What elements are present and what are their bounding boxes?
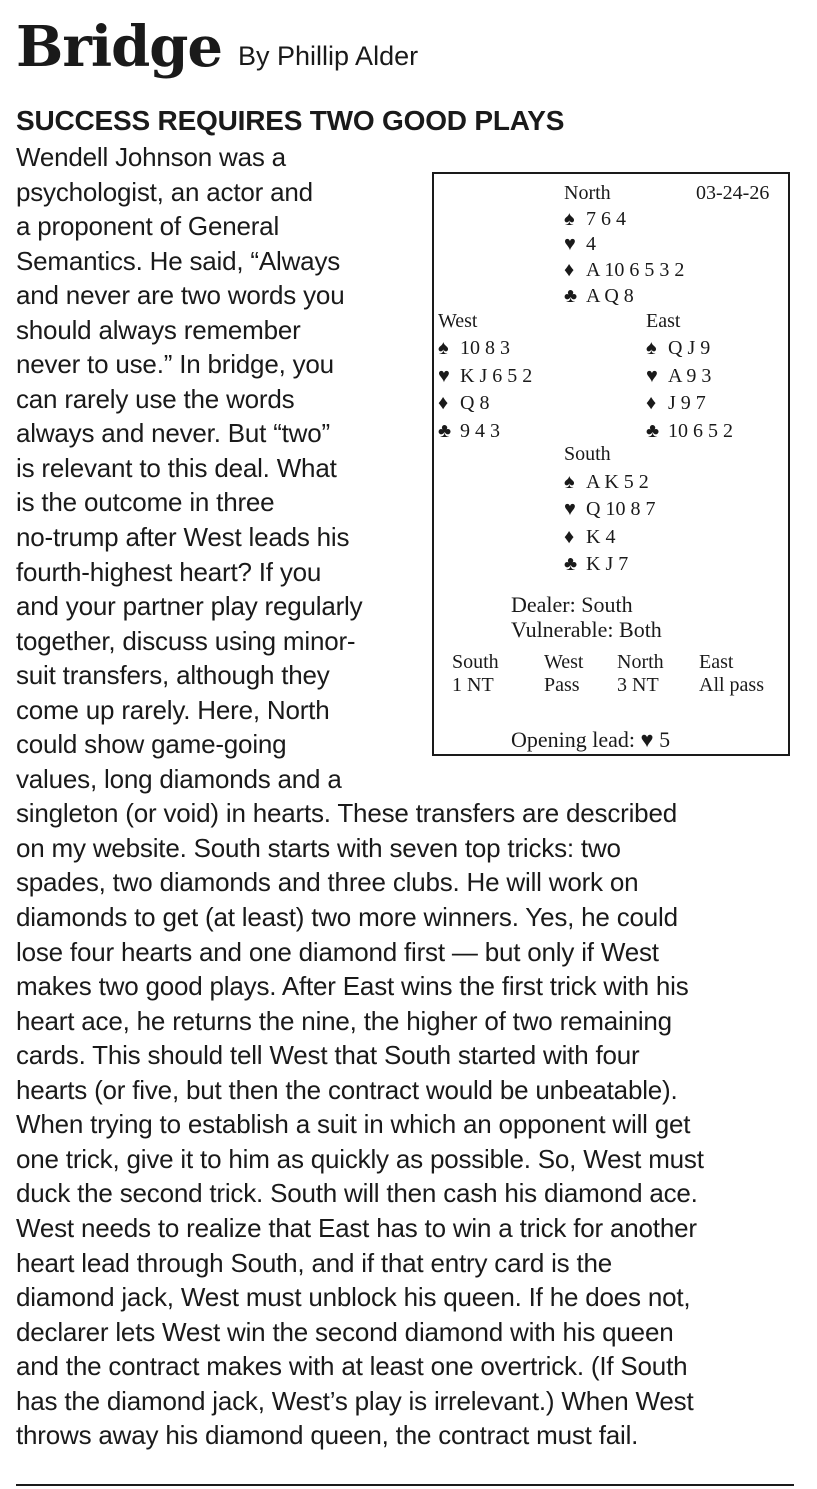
club-icon: ♣ <box>564 285 578 307</box>
east-clubs: ♣ 10 6 5 2 <box>646 420 733 442</box>
body-line: lose four hearts and one diamond first — but only if West <box>16 936 659 967</box>
body-line: a proponent of General <box>16 211 280 242</box>
club-icon: ♣ <box>438 420 452 442</box>
east-spades: ♠ Q J 9 <box>646 337 711 359</box>
column-title: Bridge <box>16 14 223 80</box>
vulnerability: Vulnerable: Both <box>511 617 662 642</box>
body-line: When trying to establish a suit in which an opponent will get <box>16 1109 691 1140</box>
heart-icon: ♥ <box>646 365 658 387</box>
spade-icon: ♠ <box>646 337 657 359</box>
auction-header-south: South <box>452 651 499 673</box>
body-line: psychologist, an actor and <box>16 176 313 207</box>
bottom-divider <box>16 1484 794 1486</box>
body-line: can rarely use the words <box>16 383 295 414</box>
dealer: Dealer: South <box>511 592 633 617</box>
west-hearts: ♥ K J 6 5 2 <box>438 365 533 387</box>
auction-header-east: East <box>699 651 734 673</box>
north-spades: ♠ 7 6 4 <box>564 208 626 230</box>
north-diamonds: ♦ A 10 6 5 3 2 <box>564 259 685 281</box>
body-line: no-trump after West leads his <box>16 522 350 553</box>
club-icon: ♣ <box>564 553 578 575</box>
byline: By Phillip Alder <box>238 41 419 71</box>
north-clubs: ♣ A Q 8 <box>564 285 634 307</box>
west-clubs: ♣ 9 4 3 <box>438 420 500 442</box>
body-line: and the contract makes with at least one overtrick. (If South <box>16 1351 688 1382</box>
body-line: Semantics. He said, “Always <box>16 245 341 276</box>
bridge-deal-diagram <box>432 172 790 756</box>
body-line: should always remember <box>16 314 301 345</box>
opening-lead: Opening lead: ♥ 5 <box>511 727 671 752</box>
south-spades: ♠ A K 5 2 <box>564 471 649 493</box>
auction-bid-south: 1 NT <box>452 674 494 696</box>
north-hearts: ♥ 4 <box>564 233 596 255</box>
body-line: cards. This should tell West that South started with four <box>16 1040 640 1071</box>
diamond-icon: ♦ <box>438 392 449 414</box>
auction-bid-north: 3 NT <box>617 674 659 696</box>
deal-date: 03-24-26 <box>696 182 770 204</box>
body-line: spades, two diamonds and three clubs. He will work on <box>16 867 639 898</box>
body-line: makes two good plays. After East wins the first trick with his <box>16 971 689 1002</box>
body-line: has the diamond jack, West’s play is irrelevant.) When West <box>16 1385 694 1416</box>
body-line: is the outcome in three <box>16 487 275 518</box>
body-line: together, discuss using minor- <box>16 625 356 656</box>
body-line: come up rarely. Here, North <box>16 694 330 725</box>
body-line: fourth-highest heart? If you <box>16 556 322 587</box>
body-line: and never are two words you <box>16 280 345 311</box>
east-diamonds: ♦ J 9 7 <box>646 392 706 414</box>
body-line: suit transfers, although they <box>16 660 330 691</box>
body-line: values, long diamonds and a <box>16 763 342 794</box>
diamond-icon: ♦ <box>564 259 575 281</box>
heart-icon: ♥ <box>564 233 576 255</box>
diamond-icon: ♦ <box>564 526 575 548</box>
diamond-icon: ♦ <box>646 392 657 414</box>
body-line: and your partner play regularly <box>16 591 363 622</box>
auction-bid-east: All pass <box>699 674 764 696</box>
east-label: East <box>646 310 681 332</box>
body-line: duck the second trick. South will then cash his diamond ace. <box>16 1178 698 1209</box>
body-line: singleton (or void) in hearts. These transfers are described <box>16 798 677 829</box>
body-line: West needs to realize that East has to win a trick for another <box>16 1212 697 1243</box>
body-line: is relevant to this deal. What <box>16 452 337 483</box>
body-line: could show game-going <box>16 729 287 760</box>
body-line: diamond jack, West must unblock his queen. If he does not, <box>16 1282 691 1313</box>
west-diamonds: ♦ Q 8 <box>438 392 490 414</box>
spade-icon: ♠ <box>564 471 575 493</box>
east-hearts: ♥ A 9 3 <box>646 365 712 387</box>
body-line: on my website. South starts with seven top tricks: two <box>16 832 621 863</box>
body-line: one trick, give it to him as quickly as possible. So, West must <box>16 1143 704 1174</box>
auction-bid-west: Pass <box>544 674 580 696</box>
heart-icon: ♥ <box>438 365 450 387</box>
west-label: West <box>438 310 478 332</box>
south-diamonds: ♦ K 4 <box>564 526 616 548</box>
south-label: South <box>564 443 611 465</box>
west-spades: ♠ 10 8 3 <box>438 337 510 359</box>
body-line: heart lead through South, and if that entry card is the <box>16 1247 613 1278</box>
body-line: never to use.” In bridge, you <box>16 349 334 380</box>
south-clubs: ♣ K J 7 <box>564 553 629 575</box>
body-line: diamonds to get (at least) two more winners. Yes, he could <box>16 902 678 933</box>
north-label: North <box>564 182 611 204</box>
spade-icon: ♠ <box>438 337 449 359</box>
south-hearts: ♥ Q 10 8 7 <box>564 498 656 520</box>
body-line: declarer lets West win the second diamond with his queen <box>16 1316 674 1347</box>
body-line: hearts (or five, but then the contract would be unbeatable). <box>16 1074 678 1105</box>
auction-header-north: North <box>617 651 664 673</box>
auction-header-west: West <box>544 651 584 673</box>
body-line: throws away his diamond queen, the contract must fail. <box>16 1420 639 1451</box>
body-line: heart ace, he returns the nine, the higher of two remaining <box>16 1005 672 1036</box>
article-headline: SUCCESS REQUIRES TWO GOOD PLAYS <box>16 105 565 136</box>
heart-icon: ♥ <box>564 498 576 520</box>
body-line: Wendell Johnson was a <box>16 142 286 172</box>
spade-icon: ♠ <box>564 208 575 230</box>
body-line: always and never. But “two” <box>16 418 330 449</box>
club-icon: ♣ <box>646 420 660 442</box>
